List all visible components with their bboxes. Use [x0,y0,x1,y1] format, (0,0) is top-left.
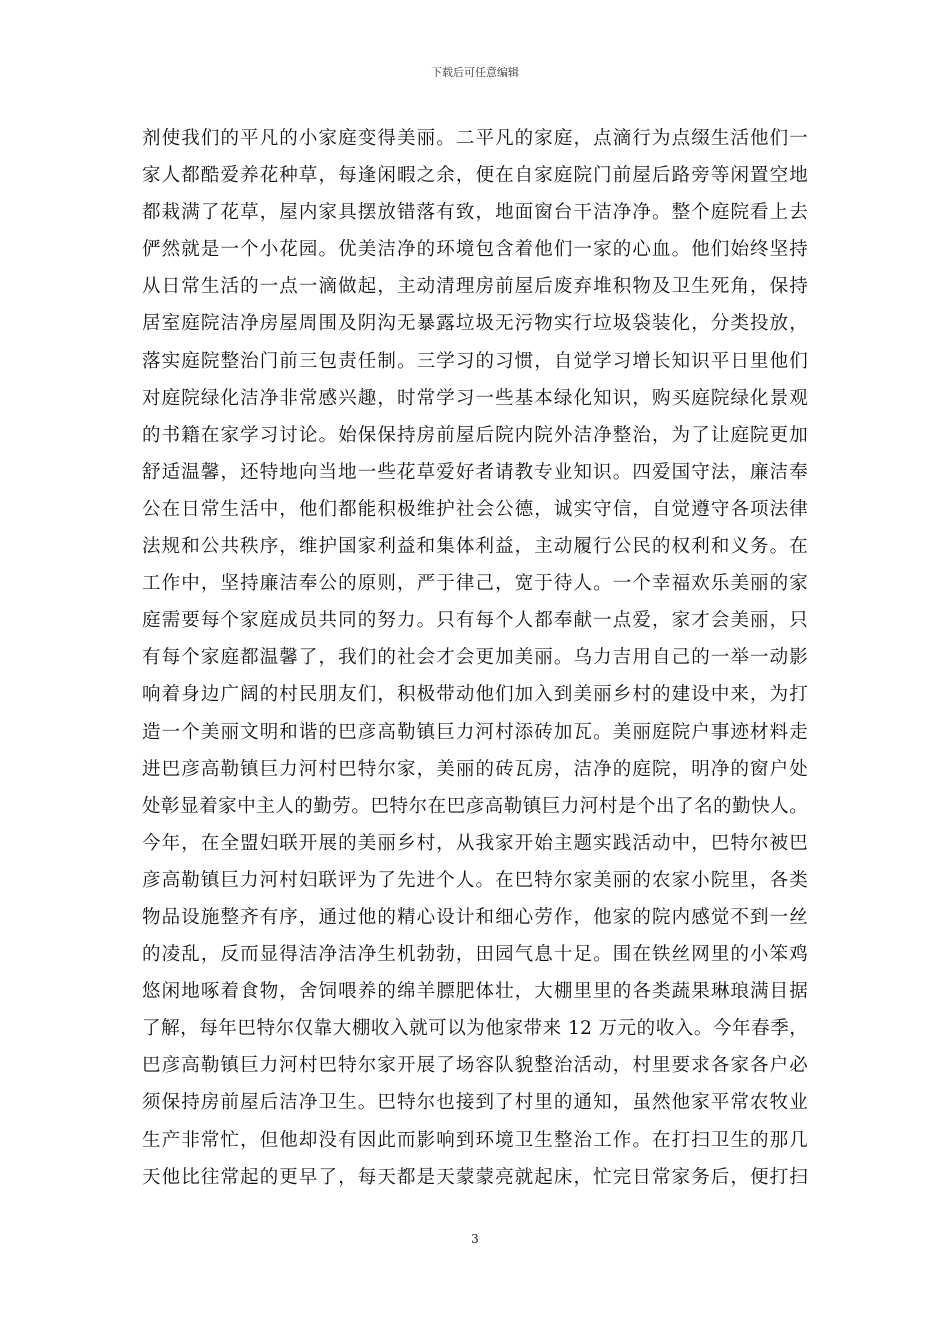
body-text [142,120,808,1196]
text-line: 庭需要每个家庭成员共同的努力。只有每个人都奉献一点爱，家才会美丽，只 [142,610,808,632]
text-line: 俨然就是一个小花园。优美洁净的环境包含着他们一家的心血。他们始终坚持 [142,239,808,261]
text-line: 悠闲地啄着食物，舍饲喂养的绵羊膘肥体壮，大棚里里的各类蔬果琳琅满目据 [142,981,808,1003]
text-line: 天他比往常起的更早了，每天都是天蒙蒙亮就起床，忙完日常家务后，便打扫 [142,1166,808,1188]
text-line: 的书籍在家学习讨论。始保保持房前屋后院内院外洁净整治，为了让庭院更加 [142,424,808,446]
text-line: 彦高勒镇巨力河村妇联评为了先进个人。在巴特尔家美丽的农家小院里，各类 [142,869,808,891]
text-line: 须保持房前屋后洁净卫生。巴特尔也接到了村里的通知，虽然他家平常农牧业 [142,1092,808,1114]
page-header: 下载后可任意编辑 [431,66,519,79]
text-line: 家人都酷爱养花种草，每逢闲暇之余，便在自家庭院门前屋后路旁等闲置空地 [142,165,808,187]
page-number: 3 [471,1232,479,1246]
text-line: 从日常生活的一点一滴做起，主动清理房前屋后废弃堆积物及卫生死角，保持 [142,276,808,298]
text-line: 舒适温馨，还特地向当地一些花草爱好者请教专业知识。四爱国守法，廉洁奉 [142,461,808,483]
text-line: 法规和公共秩序，维护国家利益和集体利益，主动履行公民的权利和义务。在 [142,536,808,558]
text-line: 响着身边广阔的村民朋友们，积极带动他们加入到美丽乡村的建设中来，为打 [142,684,808,706]
text-line: 落实庭院整治门前三包责任制。三学习的习惯，自觉学习增长知识平日里他们 [142,350,808,372]
text-line: 造一个美丽文明和谐的巴彦高勒镇巨力河村添砖加瓦。美丽庭院户事迹材料走 [142,721,808,743]
text-line: 生产非常忙，但他却没有因此而影响到环境卫生整治工作。在打扫卫生的那几 [142,1129,808,1151]
text-line: 进巴彦高勒镇巨力河村巴特尔家，美丽的砖瓦房，洁净的庭院，明净的窗户处 [142,758,808,780]
text-line: 工作中，坚持廉洁奉公的原则，严于律己，宽于待人。一个幸福欢乐美丽的家 [142,573,808,595]
text-line: 都栽满了花草，屋内家具摆放错落有致，地面窗台干洁净净。整个庭院看上去 [142,202,808,224]
text-line: 处彰显着家中主人的勤劳。巴特尔在巴彦高勒镇巨力河村是个出了名的勤快人。 [142,795,808,817]
text-line: 的凌乱，反而显得洁净洁净生机勃勃，田园气息十足。围在铁丝网里的小笨鸡 [142,944,808,966]
text-line: 了解，每年巴特尔仅靠大棚收入就可以为他家带来 12 万元的收入。今年春季， [142,1018,808,1040]
text-line: 今年，在全盟妇联开展的美丽乡村，从我家开始主题实践活动中，巴特尔被巴 [142,832,808,854]
text-line: 剂使我们的平凡的小家庭变得美丽。二平凡的家庭，点滴行为点缀生活他们一 [142,128,808,149]
text-line: 公在日常生活中，他们都能积极维护社会公德，诚实守信，自觉遵守各项法律 [142,498,808,520]
text-line: 物品设施整齐有序，通过他的精心设计和细心劳作，他家的院内感觉不到一丝 [142,906,808,928]
text-line: 对庭院绿化洁净非常感兴趣，时常学习一些基本绿化知识，购买庭院绿化景观 [142,387,808,409]
text-line: 巴彦高勒镇巨力河村巴特尔家开展了场容队貌整治活动，村里要求各家各户必 [142,1055,808,1077]
text-line: 有每个家庭都温馨了，我们的社会才会更加美丽。乌力吉用自己的一举一动影 [142,647,808,669]
text-line: 居室庭院洁净房屋周围及阴沟无暴露垃圾无污物实行垃圾袋装化，分类投放， [142,313,808,335]
